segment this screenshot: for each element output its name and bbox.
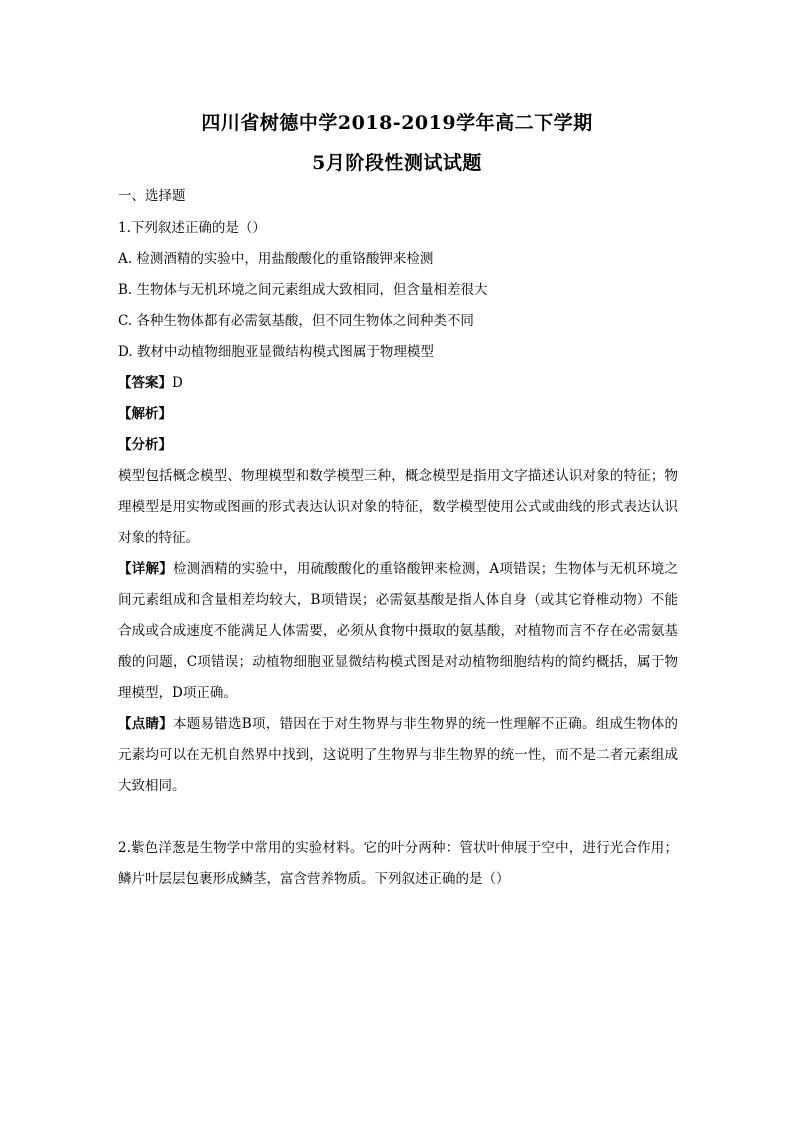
question-1-option-c: C. 各种生物体都有必需氨基酸，但不同生物体之间种类不同 (118, 313, 474, 329)
answer-value: D (172, 375, 183, 391)
point-block (118, 709, 678, 802)
section-heading: 一、选择题 (118, 188, 186, 204)
detail-text: 检测酒精的实验中，用硫酸酸化的重铬酸钾来检测，A项错误；生物体与无机环境之间元素组成和含量相差均较大，B项错误；必需氨基酸是指人体自身（或其它脊椎动物）不能合成或合成速度不能满足人体需要，必须从食物中摄取的氨基酸，对植物而言不存在必需氨基酸的问题，C项错误；动植物细胞亚显微结构模式图是对动植物细胞结构的简约概括，属于物理模型，D项正确。 (118, 561, 679, 701)
document-title-line-2: 5月阶段性测试试题 (312, 152, 482, 174)
fenxi-label: 【分析】 (118, 437, 172, 453)
answer-label: 【答案】 (118, 375, 172, 391)
document-title-line-1: 四川省树德中学2018-2019学年高二下学期 (201, 112, 593, 134)
question-1-option-d: D. 教材中动植物细胞亚显微结构模式图属于物理模型 (118, 344, 434, 360)
detail-block (118, 554, 678, 709)
question-1-option-b: B. 生物体与无机环境之间元素组成大致相同，但含量相差很大 (118, 282, 488, 298)
analysis-label: 【解析】 (118, 406, 172, 422)
question-1-stem: 1.下列叙述正确的是（） (118, 220, 266, 236)
fenxi-text: 模型包括概念模型、物理模型和数学模型三种，概念模型是指用文字描述认识对象的特征；物理模型是用实物或图画的形式表达认识对象的特征，数学模型使用公式或曲线的形式表达认识对象的特征。 (118, 468, 678, 546)
question-2-stem: 2.紫色洋葱是生物学中常用的实验材料。它的叶分两种：管状叶伸展于空中，进行光合作用；鳞片叶层层包裹形成鳞茎，富含营养物质。下列叙述正确的是（） (118, 840, 678, 887)
point-text: 本题易错选B项，错因在于对生物界与非生物界的统一性理解不正确。组成生物体的元素均可以在无机自然界中找到，这说明了生物界与非生物界的统一性，而不是二者元素组成大致相同。 (118, 716, 679, 794)
answer-row (118, 373, 678, 393)
point-label: 【点睛】 (118, 716, 174, 732)
detail-label: 【详解】 (118, 561, 174, 577)
question-1-option-a: A. 检测酒精的实验中，用盐酸酸化的重铬酸钾来检测 (118, 251, 434, 267)
